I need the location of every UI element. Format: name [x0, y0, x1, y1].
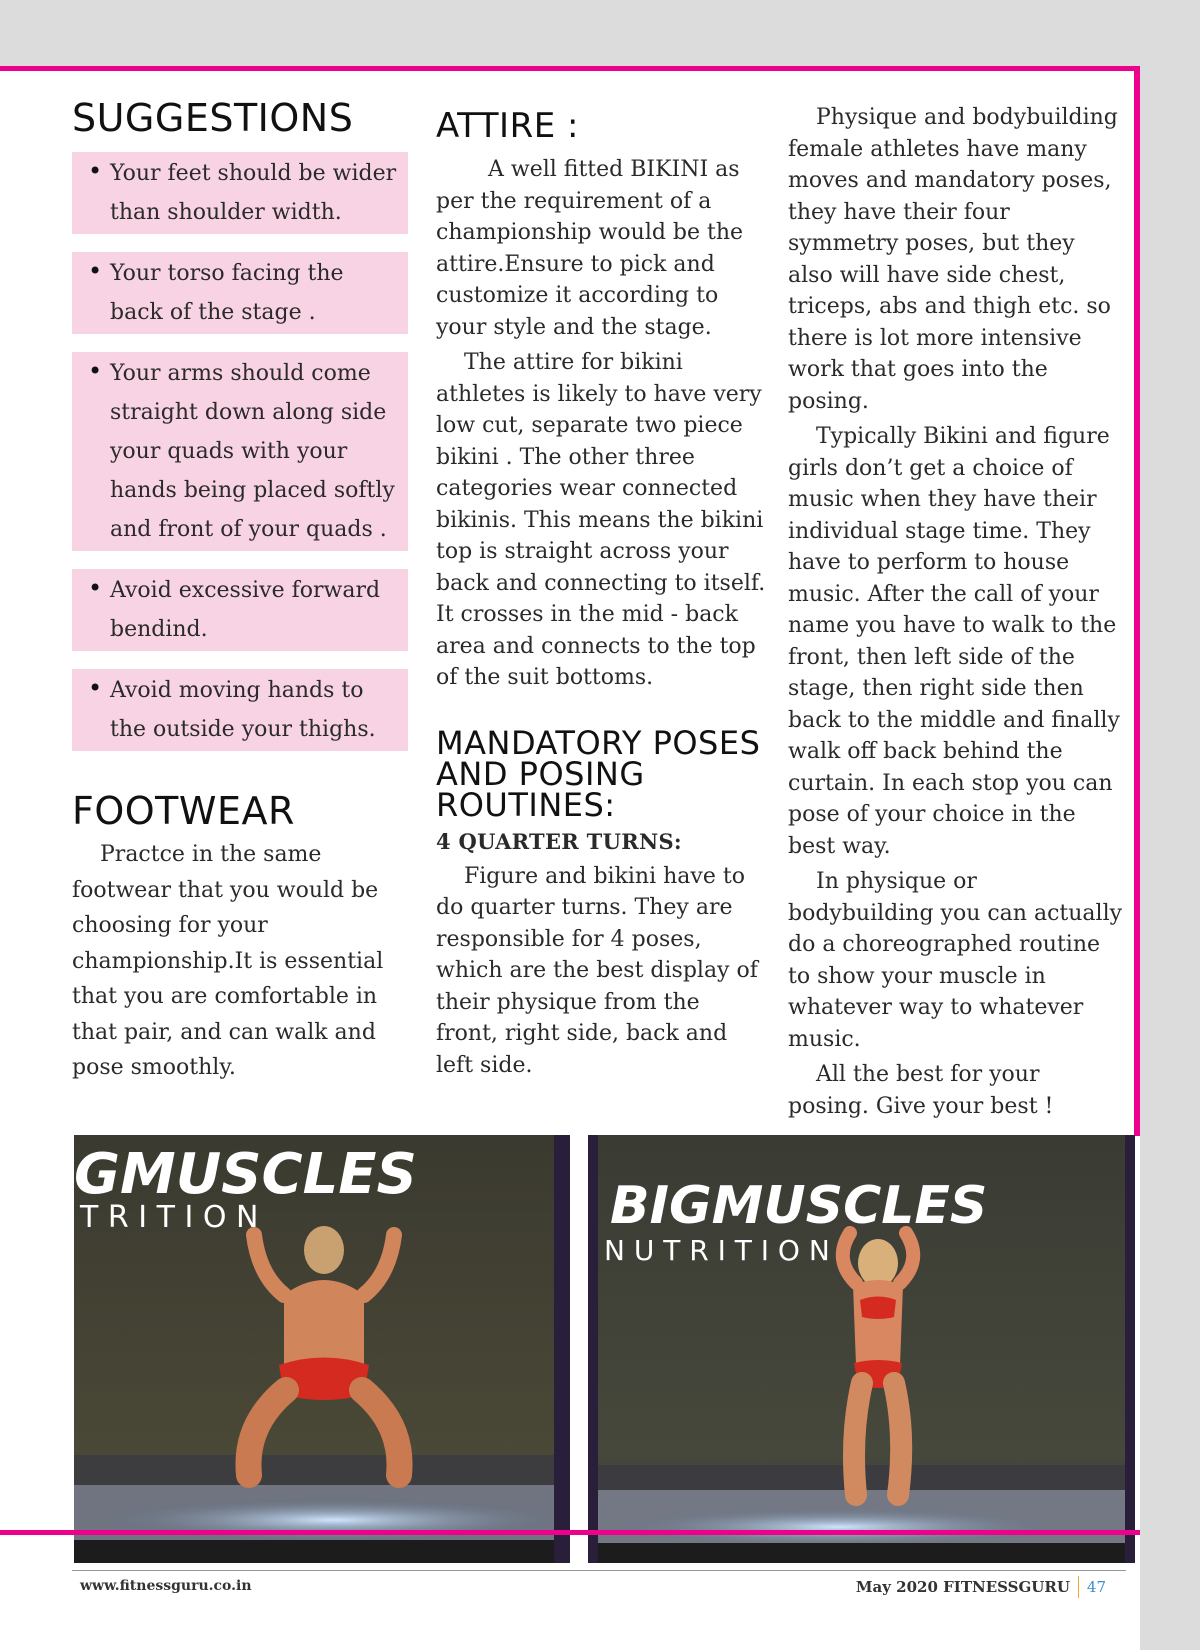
- page-number: 47: [1086, 1578, 1106, 1596]
- pink-frame-top: [0, 66, 1140, 71]
- suggestion-item: • Your arms should come straight down along side your quads with your hands being placed softly and front of your quads .: [72, 352, 408, 551]
- column3-paragraph-1: Physique and bodybuilding female athletes have many moves and mandatory poses, they have their four symmetry poses, but they also will have side chest, triceps, abs and thigh etc. so there is lot more intensive work that goes into the posing.: [788, 105, 1118, 414]
- column-2: [436, 106, 766, 1081]
- mandatory-poses-heading: MANDATORY POSES AND POSING ROUTINES:: [436, 723, 761, 824]
- banner-subtext: T R I T I O N: [80, 1200, 259, 1235]
- column-3: [788, 102, 1126, 1122]
- banner-text: BIGMUSCLES: [610, 1176, 988, 1236]
- suggestion-item: • Avoid moving hands to the outside your thighs.: [72, 669, 408, 751]
- attire-paragraph-1: A well fitted BIKINI as per the requirement of a championship would be the attire.Ensure to pick and customize it according to your style and the stage.: [436, 157, 744, 340]
- footwear-heading: FOOTWEAR: [72, 789, 295, 833]
- footer-website: www.fitnessguru.co.in: [80, 1578, 252, 1594]
- suggestion-item: • Avoid excessive forward bendind.: [72, 569, 408, 651]
- footer-issue-info: [856, 1576, 1106, 1598]
- column-1: [72, 96, 408, 1086]
- suggestion-item: • Your feet should be wider than shoulder width.: [72, 152, 408, 234]
- suggestion-item: • Your torso facing the back of the stage .: [72, 252, 408, 334]
- stage-photo-front-pose: [588, 1135, 1135, 1563]
- footer-separator: [1078, 1576, 1079, 1598]
- pink-frame-right: [1134, 66, 1140, 1136]
- footer-divider: [72, 1570, 1126, 1571]
- banner-subtext: N U T R I T I O N: [604, 1234, 830, 1267]
- attire-paragraph-2: The attire for bikini athletes is likely to have very low cut, separate two piece bikini . The other three categories wear connected bikinis. This means the bikini top is straight across your back and connecting to itself. It crosses in the mid - back area and connects to the top of the suit bottoms.: [436, 350, 766, 690]
- footwear-text: Practce in the same footwear that you would be choosing for your championship.It is essential that you are comfortable in that pair, and can walk and pose smoothly.: [72, 842, 384, 1080]
- column3-paragraph-2: Typically Bikini and figure girls don’t get a choice of music when they have their individual stage time. They have to perform to house music. After the call of your name you have to walk to the front, then left side of the stage, then right side then back to the middle and finally walk off back behind the curtain. In each stop you can pose of your choice in the best way.: [788, 424, 1120, 859]
- suggestions-list: [72, 152, 408, 751]
- quarter-turns-subheading: 4 QUARTER TURNS:: [436, 828, 682, 854]
- banner-text: GMUSCLES: [74, 1142, 417, 1207]
- stage-photo-back-pose: [74, 1135, 570, 1563]
- suggestions-heading: SUGGESTIONS: [72, 96, 354, 140]
- column3-paragraph-3: In physique or bodybuilding you can actually do a choreographed routine to show your muscle in whatever way to whatever music.: [788, 869, 1123, 1052]
- attire-heading: ATTIRE :: [436, 106, 579, 146]
- footer-issue: May 2020 FITNESSGURU: [855, 1578, 1070, 1596]
- quarter-turns-text: Figure and bikini have to do quarter turns. They are responsible for 4 poses, which are the best display of their physique from the front, right side, back and left side.: [436, 863, 758, 1078]
- pink-frame-bottom: [0, 1530, 1140, 1535]
- column3-paragraph-4: All the best for your posing. Give your best !: [788, 1062, 1054, 1119]
